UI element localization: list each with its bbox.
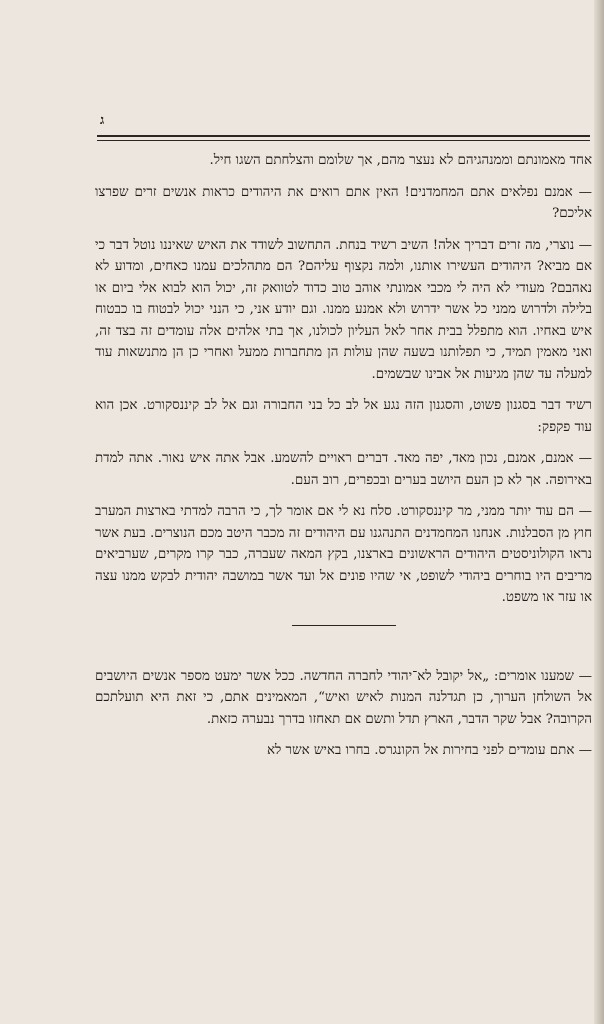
body-text <box>95 150 592 772</box>
paragraph: — אמנם, אמנם, נכון מאד, יפה מאד. דברים ראויים להשמע. אבל אתה איש נאור. אתה למדת באירופה. אך לא כן העם היושב בערים ובכפרים, רוב העם. <box>95 451 592 488</box>
header-rule-thick <box>97 135 590 137</box>
paragraph: רשיד דבר בסגנון פשוט, והסגנון הזה נגע אל לב כל בני החבורה וגם אל לב קיננסקורט. אכן הוא עוד פקפק: <box>95 398 592 435</box>
paragraph: — הם עוד יותר ממני, מר קיננסקורט. סלח נא לי אם אומר לך, כי הרבה למדתי בארצות המערב חוץ מן הסבלנות. אנחנו המחמדנים התנהגנו עם היהודים זה מכבר היטב מכם הנוצרים. בעת אשר נראו הקולוניסטים היהודים הראשונים בארצנו, בקץ המאה שעברה, כבר קרו מקרים, שערביאים מריבים היו בוחרים ביהודי לשופט, אי שהיו פונים אל ועד אשר במושבה יהודית לבקש ממנו עצה או עזר או משפט. <box>95 504 592 605</box>
paragraph: אחד מאמונתם וממנהגיהם לא נעצר מהם, אך שלומם והצלחתם השגו חיל. <box>209 153 592 168</box>
paragraph: — נוצרי, מה זרים דבריך אלה! השיב רשיד בנחת. התחשוב לשודד את האיש שאיננו נוטל דבר כי אם מביא? היהודים העשירו אותנו, ולמה נקצוף עליהם? הם מתהלכים עמנו כאחים, ומדוע לא נאהבם? מעודי לא היה לי מכבי אמונתי אוהב טוב כדוד לטוואק זה, יכול הוא לבוא אלי ביום או בלילה ולדרוש ממני כל אשר ידרוש ולא אמנע ממנו. וגם יודע אני, כי הנני יכול לבטוח בו כבטוח איש באחיו. הוא מתפלל בבית אחר לאל העליון לכולנו, אך בתי אלהים אלה עומדים זה בצד זה, ואני מאמין תמיד, כי תפלותנו בשעה שהן עולות הן מתחברות ממעל ואחרי כן הן מתנשאות עוד למעלה עד שהן מגיעות אל אבינו שבשמים. <box>95 237 592 382</box>
page-number: ג <box>100 113 105 128</box>
section-divider <box>292 625 396 626</box>
header-rule-thin <box>97 140 590 141</box>
page-spine-edge <box>594 0 604 1024</box>
paragraph: — שמענו אומרים: „אל יקובל לא־יהודי לחברה החדשה. ככל אשר ימעט מספר אנשים היושבים אל השולחן הערוך, כן תגדלנה המנות לאיש ואיש“, המאמינים אתם, כי זאת היא תועלתכם הקרובה? אבל שקר הדבר, הארץ תדל ותשם אם תאחזו בדרך נבערה כזאת. <box>95 668 592 727</box>
paragraph: — אמנם נפלאים אתם המחמדנים! האין אתם רואים את היהודים כראות אנשים זרים שפרצו אליכם? <box>95 184 592 221</box>
paragraph: — אתם עומדים לפני בחירות אל הקונגרס. בחרו באיש אשר לא <box>266 743 592 758</box>
